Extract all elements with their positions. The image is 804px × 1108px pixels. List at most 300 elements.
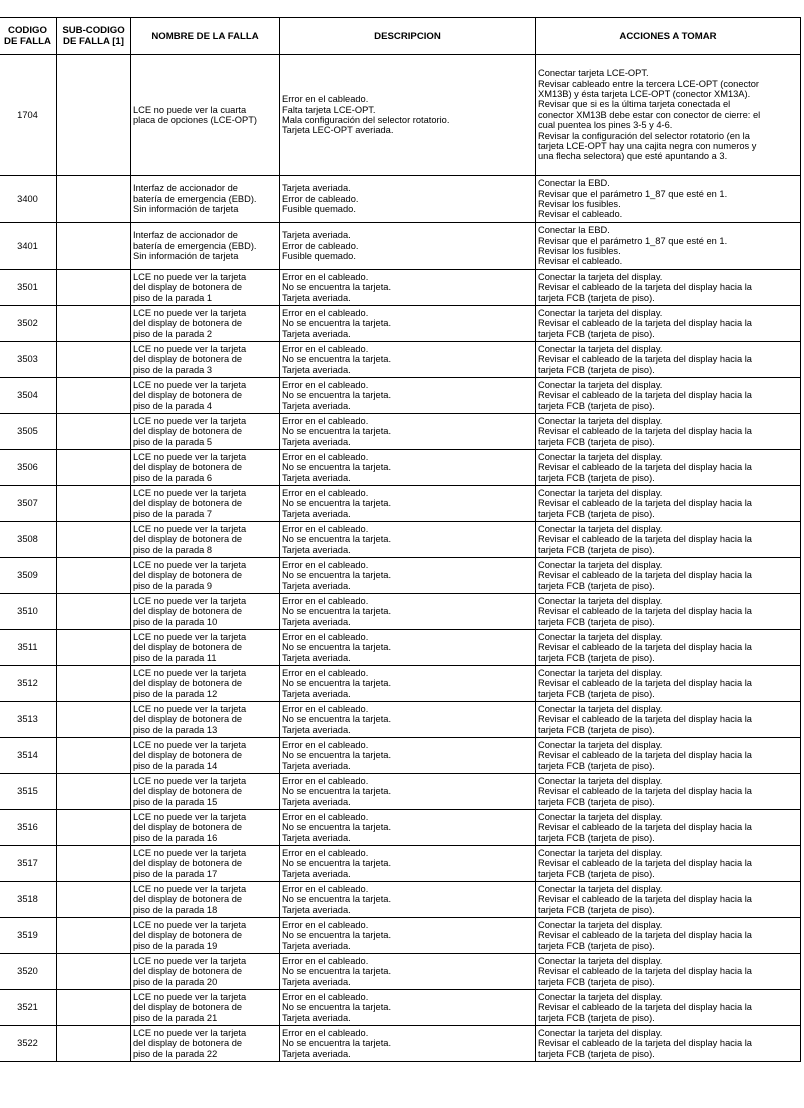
fault-name-line: LCE no puede ver la tarjeta [133, 487, 247, 498]
fault-actions-line: tarjeta FCB (tarjeta de piso). [538, 400, 655, 411]
fault-description [280, 594, 536, 630]
fault-code: 3511 [0, 630, 57, 666]
table-row [0, 223, 801, 270]
fault-code: 3512 [0, 666, 57, 702]
fault-description-line: Error en el cableado. [282, 559, 369, 570]
fault-actions [536, 990, 801, 1026]
fault-actions-line: Revisar el cableado de la tarjeta del display hacia la [538, 966, 752, 977]
table-row [0, 55, 801, 176]
fault-description-line: Error de cableado. [282, 193, 359, 204]
fault-name-line: LCE no puede ver la tarjeta [133, 847, 247, 858]
fault-actions-line: tarjeta FCB (tarjeta de piso). [538, 328, 655, 339]
fault-code: 3503 [0, 342, 57, 378]
fault-description-line: No se encuentra la tarjeta. [282, 318, 392, 329]
table-row [0, 414, 801, 450]
fault-description-line: No se encuentra la tarjeta. [282, 498, 392, 509]
fault-actions-line: Revisar el cableado de la tarjeta del display hacia la [538, 606, 752, 617]
fault-actions-line: Conectar la tarjeta del display. [538, 739, 663, 750]
fault-name-line: piso de la parada 9 [133, 580, 213, 591]
fault-description-line: No se encuentra la tarjeta. [282, 606, 392, 617]
fault-description-line: Tarjeta averiada. [282, 580, 351, 591]
fault-name-line: del display de botonera de [133, 1002, 243, 1013]
fault-description-line: Error en el cableado. [282, 307, 369, 318]
fault-name-line: LCE no puede ver la tarjeta [133, 307, 247, 318]
fault-actions-line: Revisar el cableado de la tarjeta del display hacia la [538, 858, 752, 869]
fault-name-line: batería de emergencia (EBD). [133, 240, 257, 251]
fault-name-line: piso de la parada 14 [133, 760, 218, 771]
table-row [0, 378, 801, 414]
fault-name-line: LCE no puede ver la cuarta [133, 104, 247, 115]
fault-actions-line: tarjeta FCB (tarjeta de piso). [538, 292, 655, 303]
fault-description-line: Error en el cableado. [282, 271, 369, 282]
fault-actions-line: Revisar cableado entre la tercera LCE-OPT (conector [538, 78, 759, 89]
fault-description-line: No se encuentra la tarjeta. [282, 570, 392, 581]
fault-name-line: LCE no puede ver la tarjeta [133, 523, 247, 534]
fault-description-line: Tarjeta LEC-OPT averiada. [282, 125, 394, 136]
fault-actions [536, 522, 801, 558]
fault-description-line: Tarjeta averiada. [282, 760, 351, 771]
fault-actions-line: tarjeta FCB (tarjeta de piso). [538, 904, 655, 915]
fault-name [131, 882, 280, 918]
fault-description-line: No se encuentra la tarjeta. [282, 930, 392, 941]
fault-description-line: Error en el cableado. [282, 631, 369, 642]
fault-name-line: del display de botonera de [133, 570, 243, 581]
fault-name-line: del display de botonera de [133, 318, 243, 329]
fault-actions-line: Conectar la tarjeta del display. [538, 775, 663, 786]
fault-description-line: Tarjeta averiada. [282, 472, 351, 483]
fault-subcode [57, 630, 131, 666]
fault-description-line: Error en el cableado. [282, 451, 369, 462]
fault-name-line: Interfaz de accionador de [133, 230, 238, 241]
fault-name-line: piso de la parada 16 [133, 832, 218, 843]
fault-name [131, 846, 280, 882]
fault-actions-line: Revisar el cableado de la tarjeta del display hacia la [538, 1038, 752, 1049]
fault-actions-line: Revisar el cableado de la tarjeta del display hacia la [538, 426, 752, 437]
fault-code: 3505 [0, 414, 57, 450]
fault-actions-line: Revisar que el parámetro 1_87 que esté en 1. [538, 235, 728, 246]
fault-description [280, 378, 536, 414]
fault-code: 3520 [0, 954, 57, 990]
fault-name-line: piso de la parada 1 [133, 292, 213, 303]
fault-description-line: Tarjeta averiada. [282, 292, 351, 303]
fault-description-line: Fusible quemado. [282, 204, 356, 215]
fault-description [280, 1026, 536, 1062]
fault-name-line: piso de la parada 15 [133, 796, 218, 807]
fault-description-line: No se encuentra la tarjeta. [282, 1002, 392, 1013]
fault-actions-line: tarjeta FCB (tarjeta de piso). [538, 796, 655, 807]
table-body [0, 55, 801, 1062]
fault-subcode [57, 414, 131, 450]
fault-name-line: Sin información de tarjeta [133, 251, 239, 262]
fault-name-line: LCE no puede ver la tarjeta [133, 703, 247, 714]
fault-description-line: Tarjeta averiada. [282, 616, 351, 627]
fault-name-line: piso de la parada 13 [133, 724, 218, 735]
fault-actions-line: Revisar el cableado de la tarjeta del display hacia la [538, 678, 752, 689]
fault-actions [536, 558, 801, 594]
fault-subcode [57, 738, 131, 774]
fault-actions-line: cual puentea los pines 3-5 y 4-6. [538, 120, 673, 131]
fault-name-line: LCE no puede ver la tarjeta [133, 595, 247, 606]
fault-actions-line: conector XM13B debe estar con conector de cierre: el [538, 109, 761, 120]
fault-name [131, 522, 280, 558]
fault-description-line: No se encuentra la tarjeta. [282, 354, 392, 365]
table-row [0, 522, 801, 558]
table-row [0, 810, 801, 846]
fault-description-line: Error en el cableado. [282, 94, 369, 105]
fault-description-line: Error en el cableado. [282, 811, 369, 822]
fault-name-line: LCE no puede ver la tarjeta [133, 991, 247, 1002]
fault-actions [536, 306, 801, 342]
fault-code: 3506 [0, 450, 57, 486]
fault-subcode [57, 918, 131, 954]
table-row [0, 918, 801, 954]
fault-name-line: LCE no puede ver la tarjeta [133, 811, 247, 822]
fault-name-line: piso de la parada 5 [133, 436, 213, 447]
fault-description-line: Error en el cableado. [282, 487, 369, 498]
fault-actions-line: Revisar que si es la última tarjeta conectada el [538, 99, 731, 110]
fault-description-line: Tarjeta averiada. [282, 940, 351, 951]
fault-actions-line: Conectar la tarjeta del display. [538, 415, 663, 426]
fault-code: 3521 [0, 990, 57, 1026]
fault-description [280, 954, 536, 990]
fault-description-line: Mala configuración del selector rotatorio. [282, 115, 450, 125]
fault-description-line: Tarjeta averiada. [282, 688, 351, 699]
fault-description-line: Error en el cableado. [282, 955, 369, 966]
fault-code: 3514 [0, 738, 57, 774]
fault-description-line: Error de cableado. [282, 240, 359, 251]
fault-description [280, 55, 536, 176]
fault-code: 1704 [0, 55, 57, 176]
fault-description-line: Error en el cableado. [282, 379, 369, 390]
fault-name [131, 990, 280, 1026]
table-row [0, 1026, 801, 1062]
fault-description-line: Error en el cableado. [282, 991, 369, 1002]
header-code-line: CODIGO [8, 25, 47, 36]
fault-code: 3516 [0, 810, 57, 846]
fault-actions-line: Conectar tarjeta LCE-OPT. [538, 68, 649, 79]
fault-name [131, 702, 280, 738]
fault-description-line: No se encuentra la tarjeta. [282, 714, 392, 725]
fault-name-line: del display de botonera de [133, 894, 243, 905]
fault-description [280, 810, 536, 846]
header-row [0, 18, 801, 55]
fault-actions-line: una flecha selectora) que esté apuntando a 3. [538, 151, 728, 162]
fault-actions-line: Revisar el cableado de la tarjeta del display hacia la [538, 1002, 752, 1013]
fault-description [280, 882, 536, 918]
fault-description [280, 558, 536, 594]
fault-name-line: Interfaz de accionador de [133, 183, 238, 194]
fault-name-line: Sin información de tarjeta [133, 204, 239, 215]
fault-name-line: del display de botonera de [133, 822, 243, 833]
fault-actions [536, 176, 801, 223]
fault-actions-line: tarjeta FCB (tarjeta de piso). [538, 436, 655, 447]
fault-description-line: Error en el cableado. [282, 703, 369, 714]
fault-description-line: Tarjeta averiada. [282, 904, 351, 915]
fault-description-line: No se encuentra la tarjeta. [282, 1038, 392, 1049]
fault-subcode [57, 270, 131, 306]
fault-actions [536, 954, 801, 990]
fault-subcode [57, 558, 131, 594]
fault-name [131, 918, 280, 954]
fault-code: 3400 [0, 176, 57, 223]
header-actions: ACCIONES A TOMAR [536, 18, 801, 55]
fault-actions-line: Conectar la tarjeta del display. [538, 955, 663, 966]
fault-name-line: del display de botonera de [133, 426, 243, 437]
table-row [0, 666, 801, 702]
fault-description-line: Tarjeta averiada. [282, 328, 351, 339]
fault-actions-line: tarjeta LCE-OPT hay una cajita negra con numeros y [538, 141, 757, 152]
fault-name-line: piso de la parada 4 [133, 400, 213, 411]
fault-code: 3517 [0, 846, 57, 882]
fault-name-line: del display de botonera de [133, 786, 243, 797]
fault-actions-line: Revisar el cableado de la tarjeta del display hacia la [538, 786, 752, 797]
fault-name-line: piso de la parada 7 [133, 508, 213, 519]
fault-description-line: Tarjeta averiada. [282, 724, 351, 735]
fault-name [131, 666, 280, 702]
fault-name [131, 176, 280, 223]
fault-code-table [0, 17, 801, 1062]
fault-actions-line: tarjeta FCB (tarjeta de piso). [538, 940, 655, 951]
table-row [0, 176, 801, 223]
fault-actions-line: tarjeta FCB (tarjeta de piso). [538, 472, 655, 483]
fault-actions-line: tarjeta FCB (tarjeta de piso). [538, 1012, 655, 1023]
fault-name-line: del display de botonera de [133, 678, 243, 689]
fault-actions-line: Conectar la tarjeta del display. [538, 559, 663, 570]
fault-description-line: No se encuentra la tarjeta. [282, 534, 392, 545]
header-code-line: DE FALLA [4, 36, 51, 47]
fault-description-line: Error en el cableado. [282, 1027, 369, 1038]
fault-actions [536, 702, 801, 738]
fault-name-line: piso de la parada 6 [133, 472, 213, 483]
fault-name-line: piso de la parada 2 [133, 328, 213, 339]
fault-subcode [57, 666, 131, 702]
fault-subcode [57, 342, 131, 378]
fault-actions-line: Revisar el cableado de la tarjeta del display hacia la [538, 354, 752, 365]
fault-description [280, 176, 536, 223]
fault-actions-line: Conectar la tarjeta del display. [538, 883, 663, 894]
fault-name-line: piso de la parada 8 [133, 544, 213, 555]
fault-description [280, 774, 536, 810]
fault-name-line: LCE no puede ver la tarjeta [133, 343, 247, 354]
fault-name-line: LCE no puede ver la tarjeta [133, 775, 247, 786]
fault-actions-line: tarjeta FCB (tarjeta de piso). [538, 688, 655, 699]
fault-description-line: No se encuentra la tarjeta. [282, 966, 392, 977]
fault-description-line: Falta tarjeta LCE-OPT. [282, 104, 376, 115]
fault-description-line: Tarjeta averiada. [282, 364, 351, 375]
fault-description-line: Error en el cableado. [282, 343, 369, 354]
fault-actions-line: Conectar la tarjeta del display. [538, 667, 663, 678]
fault-subcode [57, 990, 131, 1026]
fault-name-line: LCE no puede ver la tarjeta [133, 919, 247, 930]
fault-subcode [57, 774, 131, 810]
fault-name-line: del display de botonera de [133, 750, 243, 761]
fault-description-line: Tarjeta averiada. [282, 544, 351, 555]
fault-actions [536, 270, 801, 306]
fault-name-line: piso de la parada 11 [133, 652, 217, 663]
fault-code: 3518 [0, 882, 57, 918]
fault-description [280, 223, 536, 270]
fault-description-line: No se encuentra la tarjeta. [282, 426, 392, 437]
fault-name-line: piso de la parada 20 [133, 976, 218, 987]
fault-name [131, 414, 280, 450]
fault-subcode [57, 486, 131, 522]
fault-description [280, 522, 536, 558]
fault-name-line: piso de la parada 21 [133, 1012, 218, 1023]
fault-description-line: No se encuentra la tarjeta. [282, 678, 392, 689]
fault-name [131, 630, 280, 666]
fault-subcode [57, 55, 131, 176]
fault-name-line: batería de emergencia (EBD). [133, 193, 257, 204]
fault-description-line: Tarjeta averiada. [282, 508, 351, 519]
fault-description-line: No se encuentra la tarjeta. [282, 750, 392, 761]
fault-actions-line: Revisar el cableado de la tarjeta del display hacia la [538, 462, 752, 473]
fault-name-line: piso de la parada 10 [133, 616, 218, 627]
fault-code: 3507 [0, 486, 57, 522]
fault-actions-line: tarjeta FCB (tarjeta de piso). [538, 508, 655, 519]
fault-actions-line: Conectar la tarjeta del display. [538, 919, 663, 930]
fault-name-line: LCE no puede ver la tarjeta [133, 631, 247, 642]
table-row [0, 630, 801, 666]
fault-subcode [57, 450, 131, 486]
fault-actions [536, 738, 801, 774]
fault-actions-line: tarjeta FCB (tarjeta de piso). [538, 976, 655, 987]
header-name: NOMBRE DE LA FALLA [131, 18, 280, 55]
fault-name-line: del display de botonera de [133, 606, 243, 617]
fault-actions-line: Revisar el cableado de la tarjeta del display hacia la [538, 570, 752, 581]
fault-description-line: Tarjeta averiada. [282, 400, 351, 411]
fault-actions-line: Revisar el cableado de la tarjeta del display hacia la [538, 930, 752, 941]
fault-actions-line: Conectar la tarjeta del display. [538, 379, 663, 390]
table-row [0, 882, 801, 918]
fault-actions-line: Conectar la EBD. [538, 178, 610, 189]
fault-actions [536, 342, 801, 378]
fault-code: 3508 [0, 522, 57, 558]
table-row [0, 306, 801, 342]
fault-name [131, 342, 280, 378]
fault-name-line: LCE no puede ver la tarjeta [133, 1027, 247, 1038]
fault-actions-line: Revisar el cableado. [538, 209, 623, 220]
fault-actions-line: Revisar los fusibles. [538, 199, 621, 209]
fault-name-line: del display de botonera de [133, 354, 243, 365]
fault-description-line: No se encuentra la tarjeta. [282, 390, 392, 401]
fault-actions [536, 414, 801, 450]
fault-actions-line: Revisar el cableado de la tarjeta del display hacia la [538, 390, 752, 401]
fault-description [280, 990, 536, 1026]
fault-actions [536, 846, 801, 882]
fault-name-line: LCE no puede ver la tarjeta [133, 883, 247, 894]
fault-description-line: Tarjeta averiada. [282, 652, 351, 663]
fault-name [131, 774, 280, 810]
fault-actions-line: Conectar la tarjeta del display. [538, 811, 663, 822]
header-subcode-line: DE FALLA [1] [63, 36, 124, 47]
table-row [0, 702, 801, 738]
fault-actions-line: Revisar el cableado de la tarjeta del display hacia la [538, 894, 752, 905]
fault-description-line: No se encuentra la tarjeta. [282, 462, 392, 473]
fault-subcode [57, 378, 131, 414]
fault-subcode [57, 306, 131, 342]
fault-description [280, 630, 536, 666]
fault-name-line: piso de la parada 19 [133, 940, 218, 951]
fault-actions-line: Conectar la tarjeta del display. [538, 523, 663, 534]
fault-description-line: No se encuentra la tarjeta. [282, 858, 392, 869]
fault-description-line: Error en el cableado. [282, 919, 369, 930]
fault-subcode [57, 1026, 131, 1062]
fault-name [131, 738, 280, 774]
fault-description-line: Error en el cableado. [282, 595, 369, 606]
fault-name-line: LCE no puede ver la tarjeta [133, 955, 247, 966]
fault-name-line: piso de la parada 22 [133, 1048, 218, 1059]
fault-subcode [57, 810, 131, 846]
fault-description-line: Error en el cableado. [282, 847, 369, 858]
fault-name-line: LCE no puede ver la tarjeta [133, 271, 247, 282]
fault-name-line: del display de botonera de [133, 1038, 243, 1049]
header-description: DESCRIPCION [280, 18, 536, 55]
fault-name [131, 450, 280, 486]
table-row [0, 342, 801, 378]
fault-actions-line: tarjeta FCB (tarjeta de piso). [538, 652, 655, 663]
fault-name [131, 270, 280, 306]
fault-actions [536, 918, 801, 954]
header-subcode [57, 18, 131, 55]
fault-name-line: del display de botonera de [133, 966, 243, 977]
fault-name [131, 1026, 280, 1062]
fault-actions-line: Revisar el cableado de la tarjeta del display hacia la [538, 318, 752, 329]
fault-subcode [57, 176, 131, 223]
fault-description-line: No se encuentra la tarjeta. [282, 642, 392, 653]
fault-actions-line: Revisar el cableado de la tarjeta del display hacia la [538, 642, 752, 653]
fault-description [280, 270, 536, 306]
table-row [0, 558, 801, 594]
fault-actions [536, 378, 801, 414]
fault-description [280, 342, 536, 378]
fault-description [280, 846, 536, 882]
fault-name-line: del display de botonera de [133, 714, 243, 725]
fault-description-line: Error en el cableado. [282, 775, 369, 786]
fault-actions-line: tarjeta FCB (tarjeta de piso). [538, 868, 655, 879]
fault-subcode [57, 594, 131, 630]
fault-subcode [57, 882, 131, 918]
fault-description-line: Error en el cableado. [282, 415, 369, 426]
fault-description [280, 414, 536, 450]
fault-description-line: Tarjeta averiada. [282, 230, 351, 241]
fault-actions [536, 666, 801, 702]
table-row [0, 594, 801, 630]
fault-name-line: del display de botonera de [133, 462, 243, 473]
fault-name-line: piso de la parada 3 [133, 364, 213, 375]
fault-description-line: Tarjeta averiada. [282, 1048, 351, 1059]
fault-description-line: No se encuentra la tarjeta. [282, 822, 392, 833]
fault-description [280, 702, 536, 738]
fault-actions-line: Revisar el cableado de la tarjeta del display hacia la [538, 822, 752, 833]
fault-name [131, 810, 280, 846]
table-row [0, 270, 801, 306]
fault-code: 3401 [0, 223, 57, 270]
fault-actions-line: tarjeta FCB (tarjeta de piso). [538, 760, 655, 771]
fault-actions-line: Revisar la configuración del selector rotatorio (en la [538, 130, 750, 141]
fault-actions-line: tarjeta FCB (tarjeta de piso). [538, 364, 655, 375]
fault-description-line: Tarjeta averiada. [282, 183, 351, 194]
table-row [0, 846, 801, 882]
fault-description-line: Fusible quemado. [282, 251, 356, 262]
fault-code: 3515 [0, 774, 57, 810]
fault-actions-line: tarjeta FCB (tarjeta de piso). [538, 724, 655, 735]
fault-subcode [57, 954, 131, 990]
fault-subcode [57, 702, 131, 738]
fault-subcode [57, 846, 131, 882]
fault-description [280, 918, 536, 954]
fault-name-line: LCE no puede ver la tarjeta [133, 451, 247, 462]
fault-actions-line: Conectar la tarjeta del display. [538, 271, 663, 282]
